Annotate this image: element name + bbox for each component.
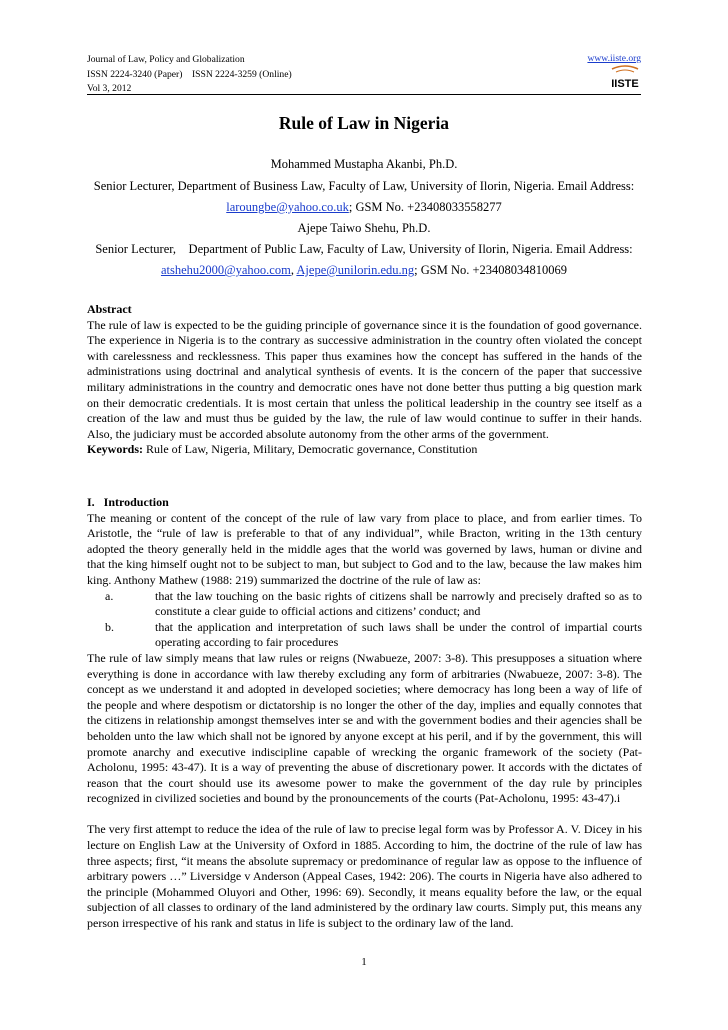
author2-email-separator: , bbox=[290, 263, 297, 277]
author1-email-link[interactable]: laroungbe@yahoo.co.uk bbox=[226, 200, 349, 214]
journal-issn: ISSN 2224-3240 (Paper) ISSN 2224-3259 (Online) bbox=[87, 68, 292, 80]
author2-contact bbox=[60, 261, 668, 279]
paper-title: Rule of Law in Nigeria bbox=[278, 113, 450, 133]
introduction-section bbox=[87, 495, 642, 932]
author1-affiliation: Senior Lecturer, Department of Business Law, Faculty of Law, University of Ilorin, Nigeria. Email Address: bbox=[93, 179, 635, 193]
author2-email1-link[interactable]: atshehu2000@yahoo.com bbox=[160, 263, 291, 277]
list-item-text: that the law touching on the basic rights of citizens shall be narrowly and precisely drafted so as to constitute a clear guide to official actions and citizens’ conduct; and bbox=[155, 588, 642, 619]
author2-name: Ajepe Taiwo Shehu, Ph.D. bbox=[297, 221, 431, 235]
author2-affiliation: Senior Lecturer, Department of Public Law, Faculty of Law, University of Ilorin, Nigeria. Email Address: bbox=[95, 242, 633, 256]
keywords bbox=[87, 442, 642, 458]
page-number: 1 bbox=[361, 956, 367, 968]
list-item bbox=[87, 620, 642, 651]
list-item-text: that the application and interpretation of such laws shall be under the control of impartial courts operating according to fair procedures bbox=[155, 619, 642, 650]
introduction-heading: I. Introduction bbox=[87, 495, 169, 509]
author1-gsm: ; GSM No. +23408033558277 bbox=[348, 200, 502, 214]
abstract-heading: Abstract bbox=[87, 302, 132, 316]
author1-name: Mohammed Mustapha Akanbi, Ph.D. bbox=[270, 157, 458, 171]
journal-volume: Vol 3, 2012 bbox=[87, 83, 132, 94]
intro-paragraph-1: The meaning or content of the concept of the rule of law vary from place to place, and from earlier times. To Aristotle, the “rule of law is preferable to that of any individual”, while Bracton, writing in the 13th century adopted the theory generally held in the middle ages that the world was governed by laws, human or divine and that the king himself ought not to be subject to man, but subject to God and to the law, because the law makes him king. Anthony Mathew (1988: 219) summarized the doctrine of the rule of law as: bbox=[87, 510, 642, 587]
iiste-logo bbox=[608, 65, 642, 91]
list-item bbox=[87, 589, 642, 620]
header-rule bbox=[87, 94, 641, 95]
abstract-text: The rule of law is expected to be the guiding principle of governance since it is the foundation of good governance. The experience in Nigeria is to the contrary as successive administration in the country often violated the concept with carelessness and recklessness. This paper thus examines how the concept has suffered in the hands of the administrations using doctrinal and analytical synthesis of events. It is the concern of the paper that successive military administrations in the country and democratic ones have not done better thus putting a big question mark on their democratic credentials. It is most certain that unless the political leadership in the country see itself as a creation of the law and must thus be guided by the law, the rule of law would continue to suffer in their hands. Also, the judiciary must be accorded absolute autonomy from the other arms of the government. bbox=[87, 317, 642, 441]
intro-paragraph-3: The very first attempt to reduce the idea of the rule of law to precise legal form was by Professor A. V. Dicey in his lecture on English Law at the University of Oxford in 1885. According to him, the doctrine of the rule of law has three aspects; first, “it means the absolute supremacy or predominance of regular law as oppose to the influence of arbitrary powers …” Liversidge v Anderson (Appeal Cases, 1942: 206). The courts in Nigeria have also adhered to the principle (Mohammed Oluyori and Other, 1996: 69). Secondly, it means equality before the law, or the equal subjection of all classes to ordinary of the land administered by the ordinary law courts. Simply put, this means any person irrespective of his rank and status in life is subject to the ordinary law of the land. bbox=[87, 822, 642, 931]
intro-paragraph-2: The rule of law simply means that law rules or reigns (Nwabueze, 2007: 3-8). This presupposes a situation where everything is done in accordance with law thereby excluding any form of arbitraries (Nwabueze, 2007: 3-8). The concept as we understand it and adopted in developed societies; where democracy has long been a way of life of the people and where despotism or dictatorship is no longer the other of the day, implies and equally connotes that the citizens in relationship amongst themselves inter se and with the government bodies and their agencies shall be beholden unto the law which shall not be ignored by anyone except at his peril, and if by the government, this will promote anarchy and executive indiscipline capable of wrecking the organic framework of the society (Pat-Acholonu, 1995: 43-47). It is a way of preventing the abuse of discretionary power. It accords with the dictates of reason that the court should use its awesome power to make the government of the day rule by principles recognized in civilized societies and bound by the pronouncements of the courts (Pat-Acholonu, 1995: 43-47).i bbox=[87, 650, 642, 806]
doctrine-list bbox=[87, 589, 642, 651]
journal-name: Journal of Law, Policy and Globalization bbox=[87, 54, 245, 65]
keywords-list: Rule of Law, Nigeria, Military, Democratic governance, Constitution bbox=[143, 442, 478, 457]
abstract-section bbox=[87, 302, 642, 458]
journal-url-link[interactable]: www.iiste.org bbox=[587, 53, 641, 64]
author2-gsm: ; GSM No. +23408034810069 bbox=[414, 263, 568, 277]
list-item-label: b. bbox=[105, 619, 114, 634]
author2-email2-link[interactable]: Ajepe@unilorin.edu.ng bbox=[296, 263, 415, 277]
list-item-label: a. bbox=[105, 588, 114, 603]
journal-header bbox=[87, 53, 292, 97]
author1-contact bbox=[60, 198, 668, 216]
keywords-label: Keywords: bbox=[87, 442, 143, 457]
iiste-logo-text: IISTE bbox=[611, 78, 639, 90]
